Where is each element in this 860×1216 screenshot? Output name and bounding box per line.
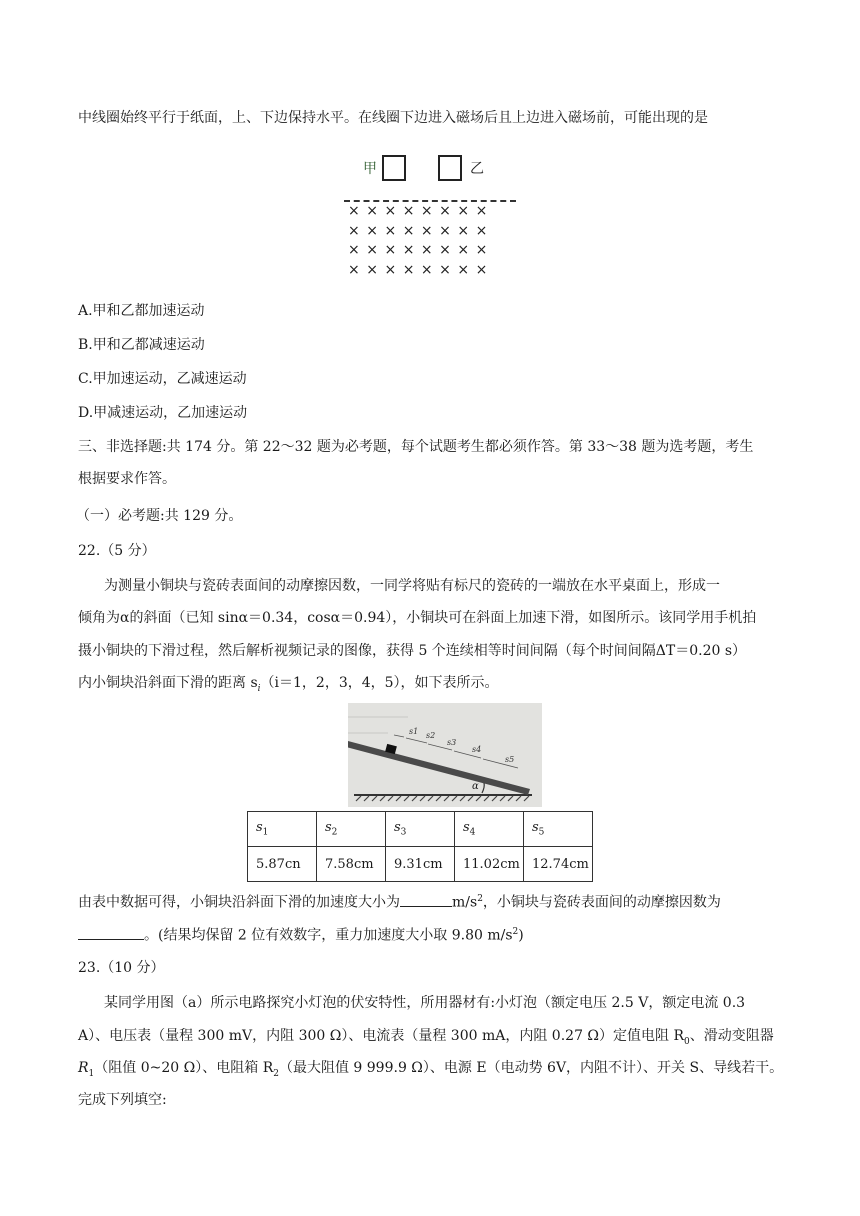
q22-question-line1: 由表中数据可得，小铜块沿斜面下滑的加速度大小为 $m/s^2$，小铜块与瓷砖表面间的动摩擦因数为 [78,894,721,911]
q22-header: 22.（5 分） [78,543,156,559]
label-yi: 乙 [470,161,484,177]
table-header-cell: $s_3$ [386,812,455,847]
required-header: （一）必考题:共 129 分。 [76,508,243,524]
table-cell: 9.31cm [386,847,455,882]
incline-photo-figure [348,703,542,807]
q23-line4: 完成下列填空: [78,1092,167,1108]
table-cell: 11.02cm [455,847,524,882]
table-cell: 5.87cn [248,847,317,882]
figure-label-s1: s1 [409,727,419,736]
q23-line3: $R_1$（阻值 0~20 Ω）、电阻箱 $R_2$（最大阻值 9 999.9 Ω）、电源 E（电动势 6V，内阻不计）、开关 S、导线若干。 [78,1060,784,1079]
distance-table [247,811,593,882]
table-cell: 12.74cm [524,847,593,882]
figure-label-s5: s5 [505,755,515,764]
section3-line2: 根据要求作答。 [78,471,176,487]
option-a: A.甲和乙都加速运动 [78,303,205,319]
q22-question-line2: 。(结果均保留 2 位有效数字，重力加速度大小取 9.80 $m/s^2$) [78,922,524,946]
q23-header: 23.（10 分） [78,960,165,976]
table-header-cell: $s_5$ [524,812,593,847]
table-row [248,847,593,882]
coil-jia [382,155,406,181]
option-d: D.甲减速运动，乙加速运动 [78,405,248,421]
label-jia: 甲 [363,161,377,177]
figure-label-alpha: α [472,781,479,792]
q22-line1: 为测量小铜块与瓷砖表面间的动摩擦因数，一同学将贴有标尺的瓷砖的一端放在水平桌面上，形成一 [104,578,720,594]
cross-row: ×××××××× [348,261,494,278]
table-header-cell: $s_4$ [455,812,524,847]
q22-line4: 内小铜块沿斜面下滑的距离 $s_i(i=1$，2，3，4，5），如下表所示。 [78,675,499,694]
coil-yi [438,155,462,181]
q23-line1: 某同学用图（a）所示电路探究小灯泡的伏安特性，所用器材有:小灯泡（额定电压 2.5 V，额定电流 0.3 [104,995,746,1011]
q22-line2: 倾角为α的斜面（已知 sinα＝0.34，cosα＝0.94），小铜块可在斜面上加速下滑，如图所示。该同学用手机拍 [78,610,757,626]
option-b: B.甲和乙都减速运动 [78,337,205,353]
cross-row: ×××××××× [348,242,494,258]
table-header-cell: $s_2$ [317,812,386,847]
q23-line2: A）、电压表（量程 300 mV，内阻 300 Ω）、电流表（量程 300 mA，内阻 0.27 Ω）定值电阻 $R_0$、滑动变阻器 [78,1028,774,1047]
magnetic-field-crosses [348,202,494,280]
table-header-row [248,812,593,847]
intro-line: 中线圈始终平行于纸面，上、下边保持水平。在线圈下边进入磁场后且上边进入磁场前，可能出现的是 [78,110,708,126]
figure-label-s3: s3 [447,738,457,747]
section3-line1: 三、非选择题:共 174 分。第 22～32 题为必考题，每个试题考生都必须作答。第 33～38 题为选考题，考生 [78,439,754,455]
cross-row: ×××××××× [348,203,494,219]
figure-label-s2: s2 [426,731,436,740]
figure-label-s4: s4 [472,745,482,754]
answer-blank-friction[interactable] [78,939,144,940]
table-header-cell: $s_1$ [248,812,317,847]
answer-blank-acceleration[interactable] [400,906,452,907]
coil-magnetic-field-figure [336,150,526,285]
q22-line3: 摄小铜块的下滑过程，然后解析视频记录的图像，获得 5 个连续相等时间间隔（每个时间间隔ΔT＝0.20 s） [78,643,747,659]
option-c: C.甲加速运动，乙减速运动 [78,371,247,387]
table-cell: 7.58cm [317,847,386,882]
cross-row: ×××××××× [348,222,494,239]
